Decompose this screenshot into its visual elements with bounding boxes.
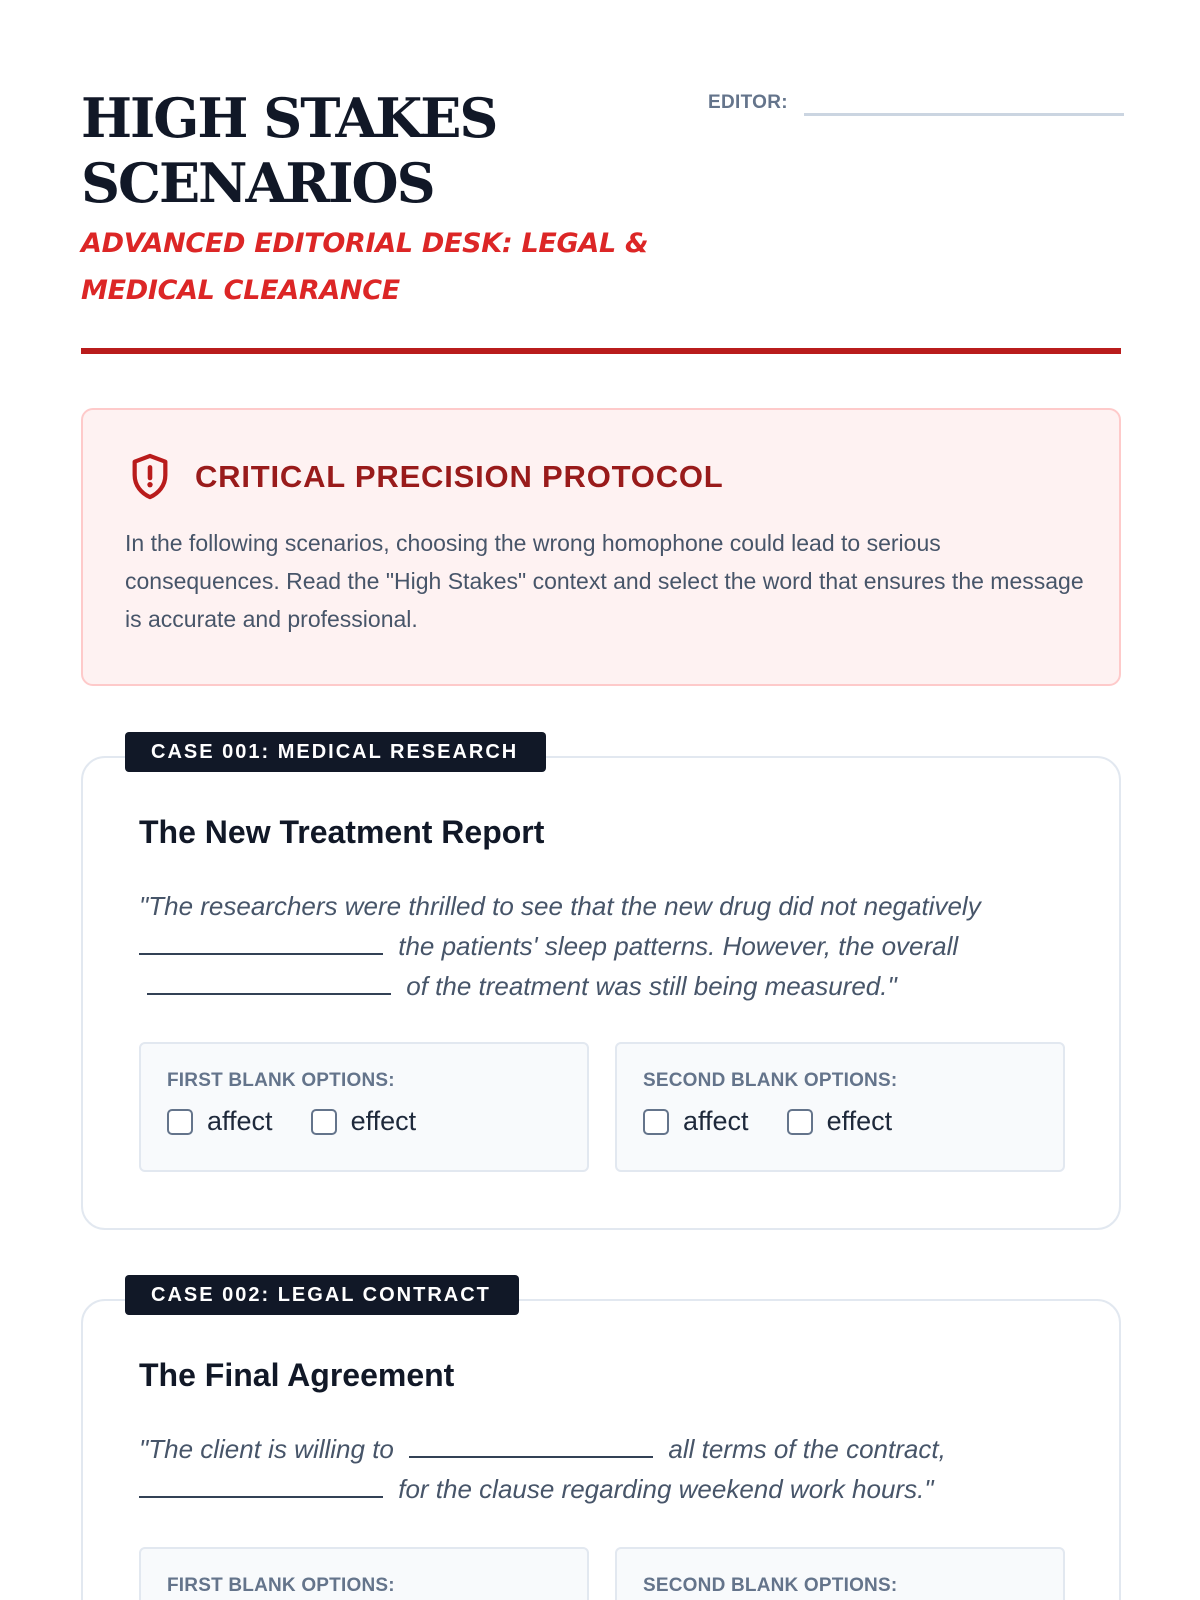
case-tag: CASE 001: MEDICAL RESEARCH <box>125 732 546 772</box>
editor-label: EDITOR: <box>708 92 788 113</box>
case-title: The Final Agreement <box>139 1357 455 1393</box>
alert-body: In the following scenarios, choosing the wrong homophone could lead to serious consequences. Read the "High Stakes" context and select the word that ensures the message is accurate and professional. <box>125 530 1084 632</box>
option-checkbox[interactable] <box>311 1109 337 1135</box>
editor-name-input[interactable] <box>804 88 1124 116</box>
header-divider <box>81 348 1121 354</box>
page-subtitle: ADVANCED EDITORIAL DESK: LEGAL & MEDICAL CLEARANCE <box>81 228 649 306</box>
option-label: affect <box>683 1106 749 1136</box>
option-affect[interactable] <box>643 1106 749 1137</box>
case-card <box>81 1284 1121 1600</box>
option-effect[interactable] <box>311 1106 417 1137</box>
passage-text: "The client is willing to <box>139 1434 394 1464</box>
worksheet-header <box>81 86 1121 356</box>
options-label: SECOND BLANK OPTIONS: <box>643 1070 898 1091</box>
editor-field <box>708 88 1124 116</box>
option-checkbox[interactable] <box>787 1109 813 1135</box>
second-blank-options <box>615 1547 1065 1600</box>
option-label: effect <box>350 1106 417 1136</box>
options-label: SECOND BLANK OPTIONS: <box>643 1575 898 1596</box>
option-effect[interactable] <box>787 1106 893 1137</box>
passage-text: of the treatment was still being measured." <box>406 971 897 1001</box>
second-blank <box>139 1472 383 1498</box>
shield-alert-icon <box>127 452 173 502</box>
first-blank <box>139 929 383 955</box>
option-label: effect <box>826 1106 893 1136</box>
options-label: FIRST BLANK OPTIONS: <box>167 1575 395 1596</box>
second-blank <box>147 969 391 995</box>
case-passage <box>139 886 1069 1006</box>
case-tag: CASE 002: LEGAL CONTRACT <box>125 1275 519 1315</box>
case-card <box>81 741 1121 1230</box>
passage-text: "The researchers were thrilled to see that the new drug did not negatively <box>139 891 981 921</box>
option-checkbox[interactable] <box>643 1109 669 1135</box>
passage-text: the patients' sleep patterns. However, the overall <box>398 931 959 961</box>
first-blank <box>409 1432 653 1458</box>
case-title: The New Treatment Report <box>139 814 545 850</box>
first-blank-options <box>139 1042 589 1172</box>
protocol-alert <box>81 408 1121 686</box>
option-checkbox[interactable] <box>167 1109 193 1135</box>
case-passage <box>139 1429 1069 1509</box>
option-label: affect <box>207 1106 273 1136</box>
page-title: HIGH STAKES SCENARIOS <box>81 86 497 215</box>
options-label: FIRST BLANK OPTIONS: <box>167 1070 395 1091</box>
first-blank-options <box>139 1547 589 1600</box>
option-affect[interactable] <box>167 1106 273 1137</box>
passage-text: all terms of the contract, <box>668 1434 946 1464</box>
second-blank-options <box>615 1042 1065 1172</box>
alert-title: CRITICAL PRECISION PROTOCOL <box>195 459 724 494</box>
passage-text: for the clause regarding weekend work hours." <box>398 1474 934 1504</box>
